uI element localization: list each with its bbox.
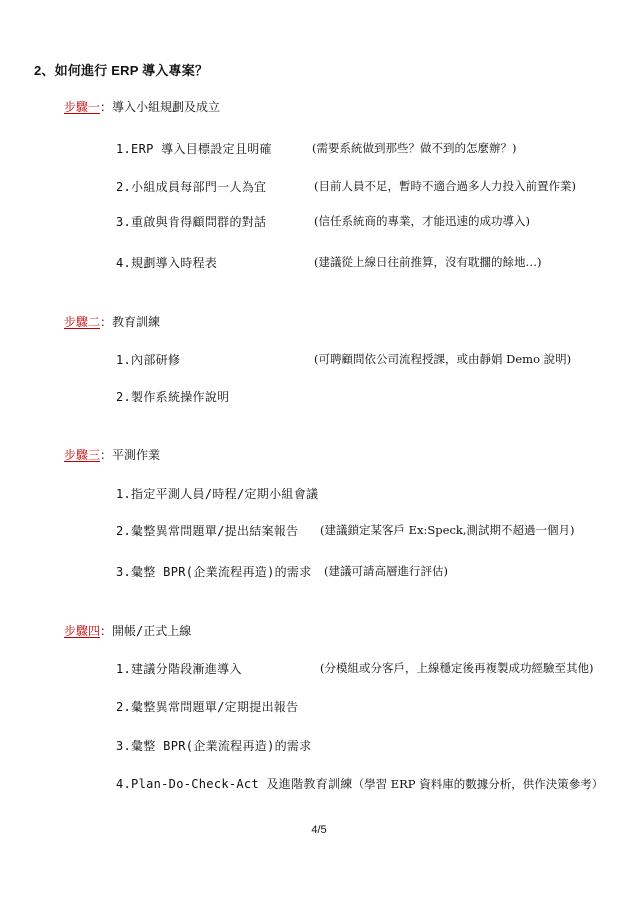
step-3-item-2: 2.彙整異常問題單/提出結案報告 (116, 524, 299, 538)
step-4-item-1-note: (分模組或分客戶，上線穩定後再複製成功經驗至其他) (320, 661, 594, 675)
step-3-item-3-note: (建議可請高層進行評估) (324, 564, 448, 578)
step-1-header (64, 98, 220, 115)
step-2-item-1: 1.內部研修 (116, 353, 181, 367)
step-4-item-4-note: （學習 ERP 資料庫的數據分析，供作決策參考） (352, 777, 604, 791)
step-1-item-2: 2.小組成員每部門一人為宜 (116, 180, 267, 194)
step-3-item-1: 1.指定平測人員/時程/定期小組會議 (116, 487, 319, 501)
step-4-item-4-text: 4.Plan-Do-Check-Act 及進階教育訓練 (116, 777, 353, 791)
step-3-label: 步驟三 (64, 448, 101, 462)
step-2-item-1-note: (可聘顧問依公司流程授課，或由靜娟 Demo 說明) (314, 352, 572, 366)
step-4-header (64, 622, 191, 639)
step-1-item-4-note: (建議從上線日往前推算，沒有耽擱的餘地…) (314, 255, 542, 269)
step-1-title: ：導入小組規劃及成立 (100, 100, 221, 114)
step-1-item-1-note: (需要系統做到那些？做不到的怎麼辦？) (312, 141, 517, 155)
step-1-item-4: 4.規劃導入時程表 (116, 256, 218, 270)
page-number: 4/5 (311, 824, 327, 836)
step-3-header (64, 446, 160, 463)
step-1-item-2-note: (目前人員不足，暫時不適合過多人力投入前置作業) (314, 179, 576, 193)
step-3-item-3: 3.彙整 BPR(企業流程再造)的需求 (116, 565, 312, 579)
step-1-item-1: 1.ERP 導入目標設定且明確 (116, 142, 272, 156)
step-2-item-2: 2.製作系統操作說明 (116, 390, 230, 404)
step-1-item-3-note: (信任系統商的專業，才能迅速的成功導入) (314, 214, 530, 228)
step-3-title: ：平測作業 (100, 448, 161, 462)
section-heading: 2、如何進行 ERP 導入專案？ (34, 63, 209, 78)
step-2-title: ：教育訓練 (100, 315, 161, 329)
step-4-title: ：開帳/正式上線 (100, 624, 192, 638)
step-4-item-2: 2.彙整異常問題單/定期提出報告 (116, 700, 299, 714)
step-2-label: 步驟二 (64, 315, 101, 329)
step-4-label: 步驟四 (64, 624, 101, 638)
step-2-header (64, 313, 160, 330)
step-3-item-2-note: (建議鎖定某客戶 Ex:Speck,測試期不超過一個月) (320, 523, 575, 537)
step-4-item-1: 1.建議分階段漸進導入 (116, 662, 242, 676)
step-4-item-3: 3.彙整 BPR(企業流程再造)的需求 (116, 739, 312, 753)
step-4-item-4 (116, 775, 603, 792)
step-1-label: 步驟一 (64, 100, 101, 114)
step-1-item-3: 3.重啟與肯得顧問群的對話 (116, 215, 267, 229)
